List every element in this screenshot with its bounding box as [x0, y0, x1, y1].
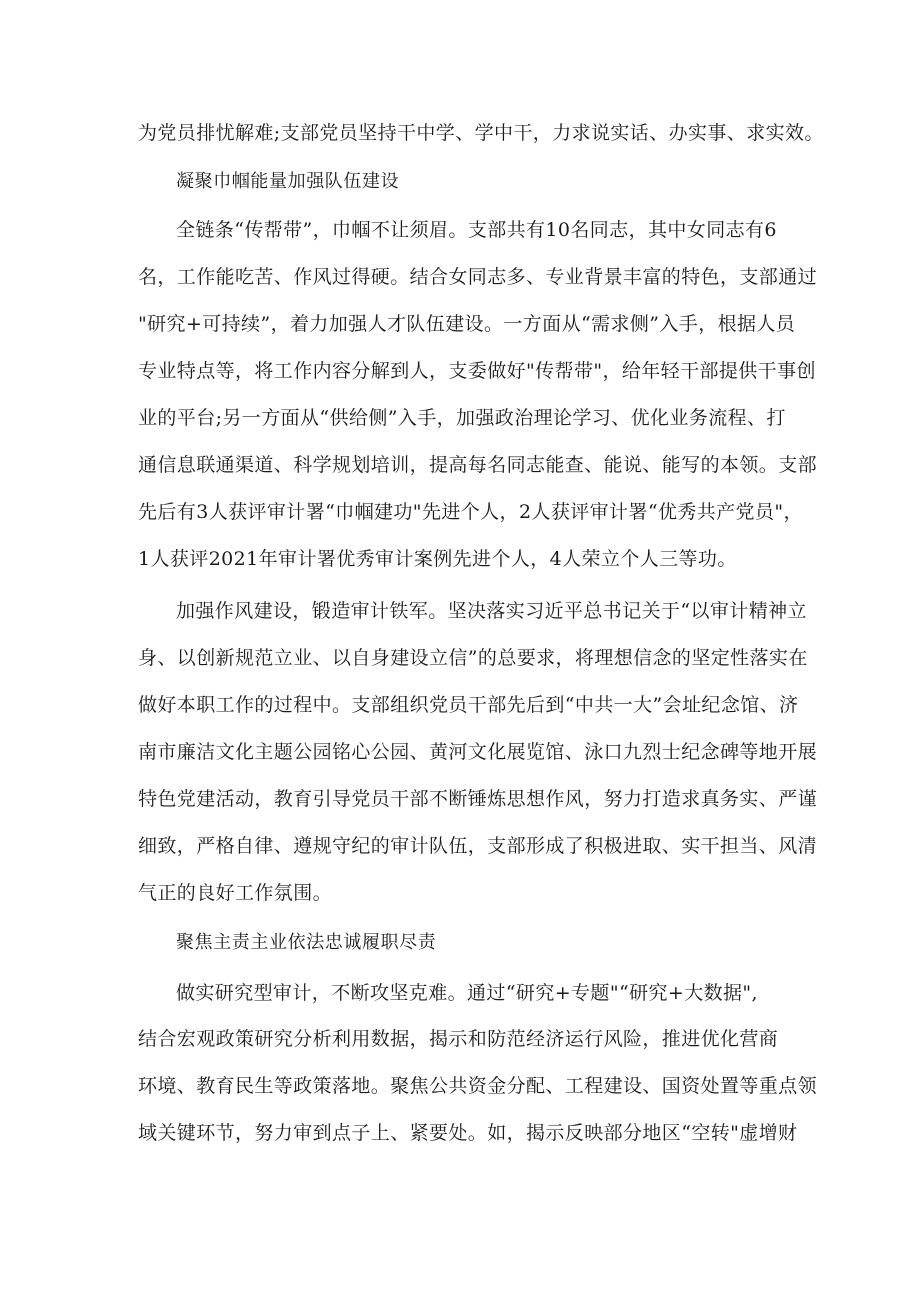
text-line: 通信息联通渠道、科学规划培训，提高每名同志能查、能说、能写的本领。支部 [138, 454, 818, 476]
text-line: 域关键环节，努力审到点子上、紧要处。如，揭示反映部分地区“空转"虚增财 [138, 1122, 798, 1144]
text-line: 为党员排忧解难;支部党员坚持干中学、学中干，力求说实话、办实事、求实效。 [138, 122, 824, 144]
text-line: 环境、教育民生等政策落地。聚焦公共资金分配、工程建设、国资处置等重点领 [138, 1075, 818, 1097]
section-heading: 凝聚巾帼能量加强队伍建设 [176, 171, 400, 192]
section-heading: 聚焦主责主业依法忠诚履职尽责 [176, 932, 437, 953]
text-line: 专业特点等，将工作内容分解到人，支委做好"传帮带"，给年轻干部提供干事创 [138, 360, 816, 382]
text-line: 做好本职工作的过程中。支部组织党员干部先后到“中共一大”会址纪念馆、济 [138, 694, 799, 716]
text-line: 气正的良好工作氛围。 [138, 882, 333, 904]
text-line: 细致，严格自律、遵规守纪的审计队伍，支部形成了积极进取、实干担当、风清 [138, 835, 818, 857]
text-line: 先后有3人获评审计署“巾帼建功"先进个人，2人获评审计署“优秀共产党员"， [138, 501, 803, 523]
text-line: 加强作风建设，锻造审计铁军。坚决落实习近平总书记关于“以审计精神立 [176, 600, 807, 622]
text-line: 身、以创新规范立业、以自身建设立信”的总要求，将理想信念的坚定性落实在 [138, 647, 808, 669]
text-line: "研究+可持续”，着力加强人才队伍建设。一方面从“需求侧”入手，根据人员 [138, 313, 796, 335]
text-line: 1人获评2021年审计署优秀审计案例先进个人，4人荣立个人三等功。 [138, 548, 737, 570]
text-line: 做实研究型审计，不断攻坚克难。通过“研究+专题"“研究+大数据", [176, 982, 758, 1004]
text-line: 特色党建活动，教育引导党员干部不断锤炼思想作风，努力打造求真务实、严谨 [138, 788, 818, 810]
text-line: 业的平台;另一方面从“供给侧”入手，加强政治理论学习、优化业务流程、打 [138, 407, 786, 429]
text-line: 全链条“传帮带”，巾帼不让须眉。支部共有10名同志，其中女同志有6 [176, 219, 777, 241]
text-line: 名，工作能吃苦、作风过得硬。结合女同志多、专业背景丰富的特色，支部通过 [138, 266, 818, 288]
text-line: 结合宏观政策研究分析利用数据，揭示和防范经济运行风险，推进优化营商 [138, 1028, 779, 1050]
text-line: 南市廉洁文化主题公园铭心公园、黄河文化展览馆、泳口九烈士纪念碑等地开展 [138, 741, 818, 763]
